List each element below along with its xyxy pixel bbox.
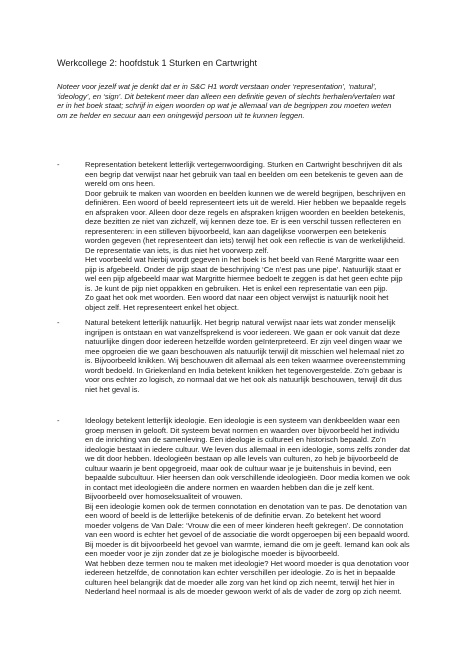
bullet-marker: - [57,318,60,327]
bullet-marker: - [57,416,60,425]
document-title: Werkcollege 2: hoofdstuk 1 Sturken en Cartwright [57,58,257,68]
bullet-marker: - [57,160,60,169]
section-text: Ideology betekent letterlijk ideologie. Een ideologie is een systeem van denkbeelden waar een groep mensen in gelooft. Dit systeem bevat normen en waarden over bijvoorbeeld het individu en de inrichting van de samenleving. Een ideologie is cultureel en historisch bepaald. Zo’n ideologie bestaat in iedere cultuur. We leven dus allemaal in een ideologie, soms zelfs zonder dat we dit door hebben. Ideologieën bestaan op alle levels van culturen, zo heb je bijvoorbeeld de cultuur waarin je bent opgegroeid, maar ook de cultuur waar je je buitenshuis in bevind, een bepaalde subcultuur. Hier heersen dan ook verschillende ideologieën. Door media komen we ook in contact met ideologieën die andere normen en waarden hebben dan die je zelf kent. Bijvoorbeeld over homoseksualiteit of vrouwen. Bij een ideologie komen ook de termen connotation en denotation van te pas. De denotation van een woord of beeld is de letterlijke betekenis of de definitie ervan. Zo betekent het woord moeder volgens de Van Dale: ‘Vrouw die een of meer kinderen heeft gekregen’. De connotation van een woord is echter het gevoel of de associatie die wordt opgeroepen bij een bepaald woord. Bij moeder is dit bijvoorbeeld het gevoel van warmte, iemand die om je geeft. Iemand kan ook als een moeder voor je zijn zonder dat ze je biologische moeder is bijvoorbeeld. Wat hebben deze termen nou te maken met ideologie? Het woord moeder is qua denotation voor iedereen hetzelfde, de connotation kan echter verschillen per ideologie. Zo is het in bepaalde culturen heel belangrijk dat de moeder alle zorg van het kind op zich neemt, terwijl het hier in Nederland heel normaal is als de moeder gewoon werkt of als de vader de zorg op zich neemt. [85,416,410,596]
section-text: Representation betekent letterlijk vertegenwoordiging. Sturken en Cartwright beschrijven dit als een begrip dat verwijst naar het gebruik van taal en beelden om een betekenis te geven aan de wereld om ons heen. Door gebruik te maken van woorden en beelden kunnen we de wereld begrijpen, beschrijven en definiëren. Een woord of beeld representeert iets uit de wereld. Hier hebben we bepaalde regels en afspraken voor. Alleen door deze regels en afspraken krijgen woorden en beelden betekenis, deze bezitten ze niet van zichzelf, wij kennen deze toe. Er is een verschil tussen reflecteren en representeren: in een stilleven bijvoorbeeld, kan aan dagelijkse voorwerpen een betekenis worden gegeven (het representeert dan iets) terwijl het ook een reflectie is van de werkelijkheid. De representatie van iets, is dus niet het voorwerp zelf. Het voorbeeld wat hierbij wordt gegeven in het boek is het beeld van René Margritte waar een pijp is afgebeeld. Onder de pijp staat de beschrijving ‘Ce n’est pas une pipe’. Natuurlijk staat er wel een pijp afgebeeld maar wat Margritte hiermee bedoelt te zeggen is dat het geen echte pijp is. Je kunt de pijp niet oppakken en gebruiken. Het is enkel een representatie van een pijp. Zo gaat het ook met woorden. Een woord dat naar een object verwijst is natuurlijk nooit het object zelf. Het representeert enkel het object. [85,160,406,312]
intro-paragraph: Noteer voor jezelf wat je denkt dat er in S&C H1 wordt verstaan onder ‘representation’, ‘natural’, ‘ideology’, en ‘sign’. Dit betekent meer dan alleen een definitie geven of slechts herhalen/vertalen wat er in het boek staat; schrijf in eigen woorden op wat je allemaal van de begrippen zou moeten weten om ze helder en secuur aan een oningewijd persoon uit te kunnen leggen. [57,82,395,120]
section-text: Natural betekent letterlijk natuurlijk. Het begrip natural verwijst naar iets wat zonder menselijk ingrijpen is ontstaan en wat vanzelfsprekend is voor iedereen. We gaan er ook vanuit dat deze natuurlijke dingen door iedereen hetzelfde worden geïnterpreteerd. Er zijn veel dingen waar we mee opgroeien die we gaan beschouwen als natuurlijk terwijl dit misschien wel helemaal niet zo is. Bijvoorbeeld knikken. Wij beschouwen dit allemaal als een teken waarmee overeenstemming wordt bedoeld. In Griekenland en India betekent knikken het tegenovergestelde. Zo’n gebaar is voor ons echter zo logisch, zo normaal dat we het ook als natuurlijk beschouwen, terwijl dit dus niet het geval is. [85,318,406,394]
